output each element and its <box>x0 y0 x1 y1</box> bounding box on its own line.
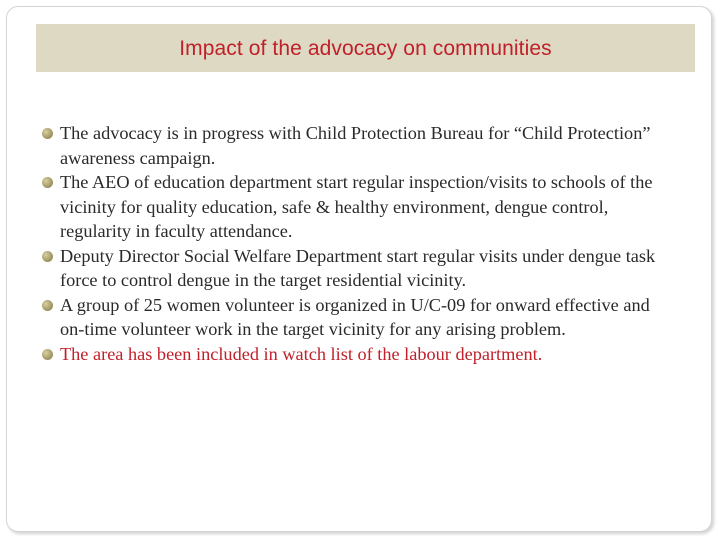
bullet-text: The area has been included in watch list of the labour department. <box>60 343 543 364</box>
bullet-item <box>42 293 672 342</box>
bullet-dot-icon <box>42 177 53 188</box>
bullet-item <box>42 244 672 293</box>
bullet-item <box>42 121 672 170</box>
bullet-dot-icon <box>42 251 53 262</box>
bullet-text: The advocacy is in progress with Child Protection Bureau for “Child Protection” awareness campaign. <box>60 123 651 168</box>
bullet-list <box>42 121 672 366</box>
bullet-text: A group of 25 women volunteer is organized in U/C-09 for onward effective and on-time volunteer work in the target vicinity for any arising problem. <box>60 294 650 339</box>
slide-title: Impact of the advocacy on communities <box>179 37 552 60</box>
title-band <box>36 24 695 72</box>
bullet-text: The AEO of education department start regular inspection/visits to schools of the vicinity for quality education, safe & healthy environment, dengue control, regularity in faculty attendance. <box>60 172 653 241</box>
bullet-dot-icon <box>42 300 53 311</box>
bullet-text: Deputy Director Social Welfare Department start regular visits under dengue task force to control dengue in the target residential vicinity. <box>60 245 656 290</box>
bullet-item <box>42 170 672 244</box>
bullet-dot-icon <box>42 349 53 360</box>
bullet-item <box>42 342 672 367</box>
bullet-dot-icon <box>42 128 53 139</box>
